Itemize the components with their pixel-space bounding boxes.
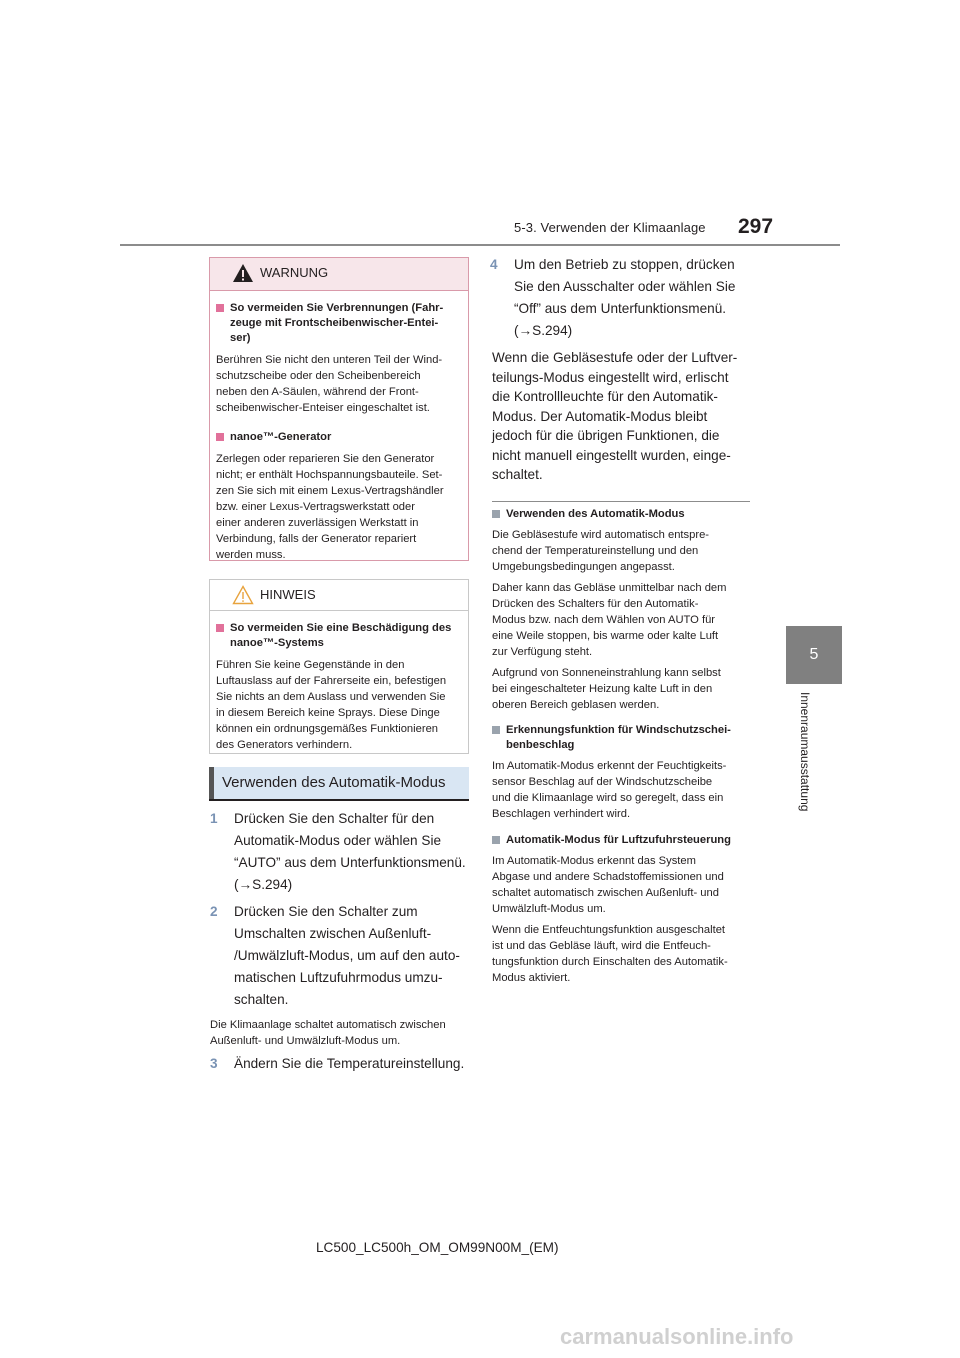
note-heading: [216, 621, 461, 651]
info-paragraph: Die Gebläsestufe wird automatisch entspre- chend der Temperatureinstellung und den Umgebungsbedingungen angepasst.: [492, 529, 710, 573]
info-heading: [492, 507, 750, 522]
step-text: Um den Betrieb zu stoppen, drücken Sie den Ausschalter oder wählen Sie “Off” aus dem Unterfunktionsmenü. (→S.294): [514, 257, 736, 338]
warning-title: WARNUNG: [260, 265, 329, 280]
heading-accent: [209, 767, 214, 799]
section-title: 5-3. Verwenden der Klimaanlage: [514, 220, 706, 235]
main-heading-bar: [209, 767, 469, 801]
info-heading-text: Verwenden des Automatik-Modus: [506, 508, 685, 520]
caution-triangle-icon: [232, 585, 254, 605]
note-heading-text: So vermeiden Sie eine Beschädigung des nanoe™-Systems: [230, 622, 452, 649]
warning-text-nanoe: Zerlegen oder reparieren Sie den Generator nicht; er enthält Hochspannungsbauteile. Set- zen Sie sich mit einem Lexus-Vertragshändler bzw. einer Lexus-Vertragswerkstatt oder einer anderen zuverlässigen Werkstatt in Verbindung, falls der Generator repariert werden muss.: [216, 453, 444, 561]
step-text: Drücken Sie den Schalter zum Umschalten zwischen Außenluft- /Umwälzluft-Modus, um auf den auto- matischen Luftzufuhrmodus umzu- schalten.: [234, 904, 460, 1007]
chapter-label: Innenraumausstattung: [798, 692, 812, 812]
warning-heading-burns: [216, 301, 461, 346]
warning-triangle-icon: [232, 263, 254, 283]
info-heading: [492, 833, 750, 848]
step-number: 1: [210, 811, 218, 826]
watermark-logo: [560, 1322, 920, 1350]
info-section-fog-detection: [492, 723, 750, 822]
watermark-text: carmanualsonline.info: [560, 1324, 794, 1349]
warning-heading-nanoe-text: nanoe™-Generator: [230, 431, 332, 443]
step-number: 3: [210, 1056, 218, 1071]
info-paragraph: Aufgrund von Sonneneinstrahlung kann selbst bei eingeschalteter Heizung kalte Luft in den oberen Bereich geblasen werden.: [492, 667, 721, 711]
page-number: 297: [738, 215, 774, 238]
info-heading: [492, 723, 750, 753]
document-code: LC500_LC500h_OM_OM99N00M_(EM): [316, 1240, 559, 1255]
info-heading-text: Erkennungsfunktion für Windschutzschei- benbeschlag: [506, 724, 731, 751]
warning-heading-nanoe: [216, 430, 461, 445]
note-title: HINWEIS: [260, 587, 316, 602]
step-number: 2: [210, 904, 218, 919]
info-paragraph: Daher kann das Gebläse unmittelbar nach dem Drücken des Schalters für den Automatik- Modus bzw. nach dem Wählen von AUTO für eine Weile stoppen, bis warme oder kalte Luft zur Verfügung steht.: [492, 582, 727, 658]
info-heading-text: Automatik-Modus für Luftzufuhrsteuerung: [506, 834, 731, 846]
info-paragraph: Im Automatik-Modus erkennt das System Abgase und andere Schadstoffemissionen und schaltet automatisch zwischen Außenluft- und Umwälzluft-Modus um.: [492, 855, 724, 915]
section-divider: [492, 501, 750, 502]
header-divider: [120, 244, 840, 246]
info-paragraph: Im Automatik-Modus erkennt der Feuchtigkeits- sensor Beschlag auf der Windschutzscheibe und die Klimaanlage wird so geregelt, dass ein Beschlagen verhindert wird.: [492, 760, 727, 820]
info-section-auto-mode: [492, 507, 750, 713]
auto-mode-paragraph: Wenn die Gebläsestufe oder der Luftver- teilungs-Modus eingestellt wird, erlischt die Kontrollleuchte für den Automatik- Modus. Der Automatik-Modus bleibt jedoch für die übrigen Funktionen, die nicht manuell eingestellt wurden, einge- schaltet.: [492, 350, 738, 482]
warning-header: [210, 258, 468, 291]
step-text: Drücken Sie den Schalter für den Automatik-Modus oder wählen Sie “AUTO” aus dem Unterfunktionsmenü. (→S.294): [234, 811, 466, 892]
warning-heading-burns-text: So vermeiden Sie Verbrennungen (Fahr- zeuge mit Frontscheibenwischer-Entei- ser): [230, 302, 444, 344]
warning-text-burns: Berühren Sie nicht den unteren Teil der Wind- schutzscheibe oder den Scheibenbereich neben den A-Säulen, während der Front- scheibenwischer-Enteiser eingeschaltet ist.: [216, 354, 443, 414]
info-paragraph: Wenn die Entfeuchtungsfunktion ausgeschaltet ist und das Gebläse läuft, wird die Entfeuch- tungsfunktion durch Einschalten des Automatik- Modus aktiviert.: [492, 924, 728, 984]
warning-box: [209, 257, 469, 561]
note-header: [210, 580, 468, 611]
info-section-air-intake: [492, 833, 750, 986]
chapter-tab: [786, 626, 842, 684]
step-2-note: Die Klimaanlage schaltet automatisch zwischen Außenluft- und Umwälzluft-Modus um.: [210, 1019, 446, 1047]
note-box: [209, 579, 469, 754]
step-number: 4: [490, 257, 498, 272]
chapter-number: 5: [809, 646, 819, 663]
main-heading: Verwenden des Automatik-Modus: [222, 774, 446, 791]
step-text: Ändern Sie die Temperatureinstellung.: [234, 1056, 465, 1071]
note-text: Führen Sie keine Gegenstände in den Luftauslass auf der Fahrerseite ein, befestigen Sie nichts an dem Auslass und verwenden Sie in diesem Bereich keine Sprays. Diese Dinge können ein ordnungsgemäßes Funktionieren des Generators verhindern.: [216, 659, 447, 751]
